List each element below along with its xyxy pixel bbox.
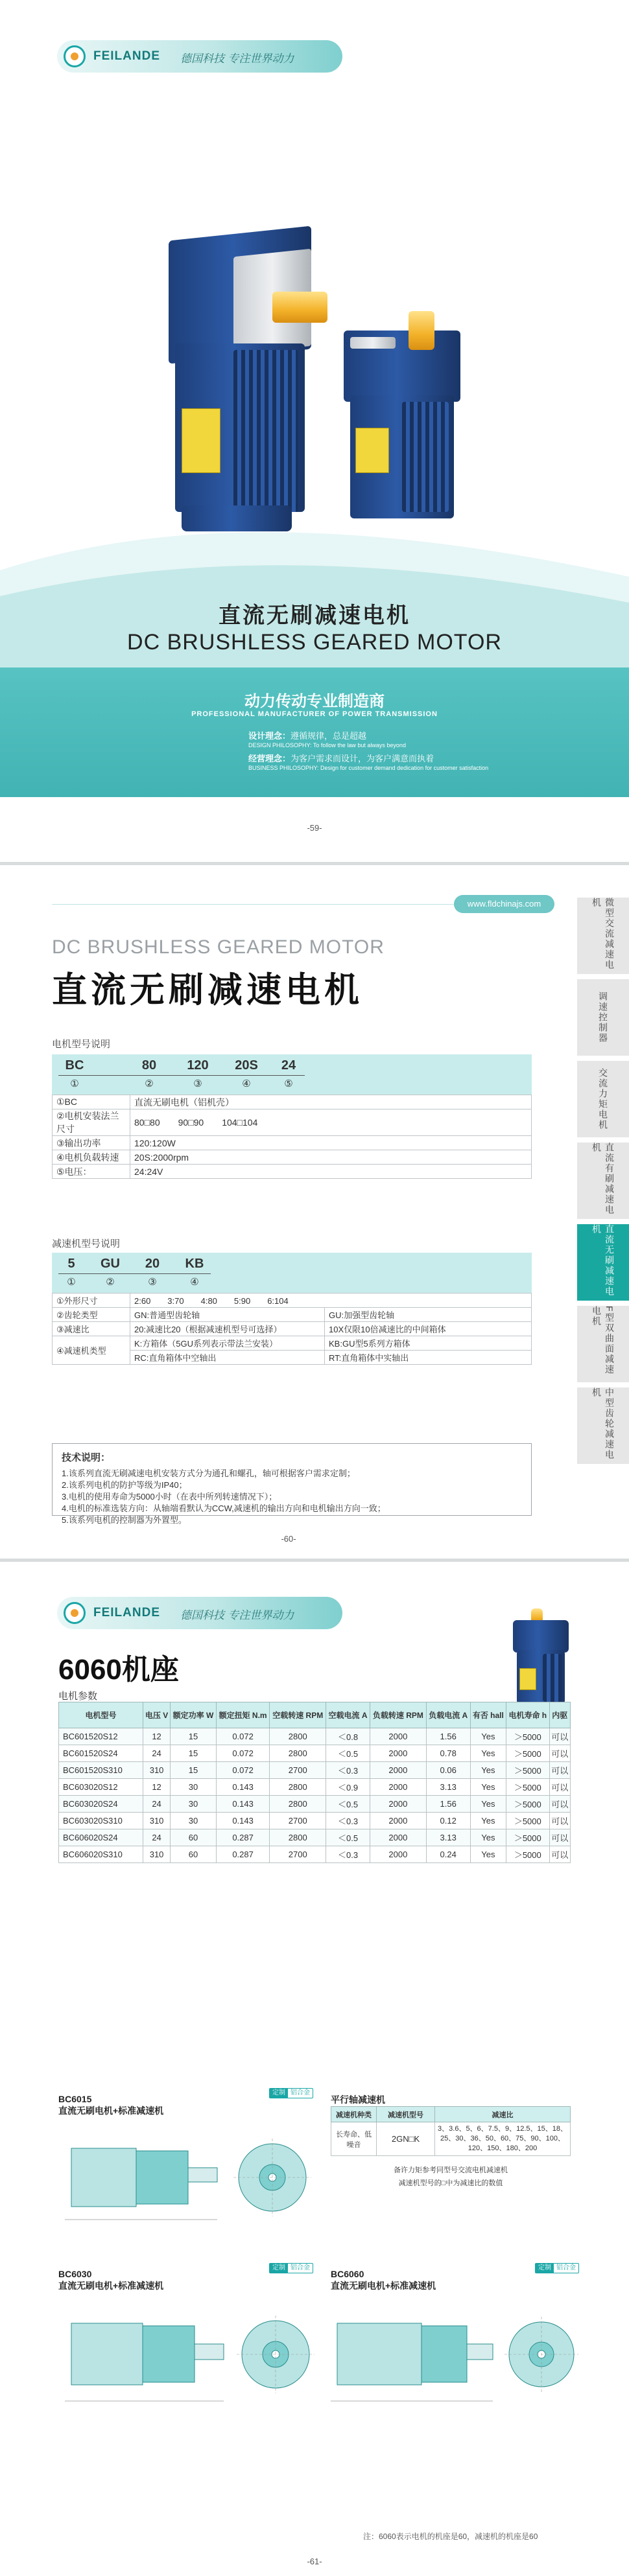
value-cell: 0.143: [216, 1813, 270, 1829]
motor-code-band: [52, 1054, 532, 1095]
table-header-row: 电机型号 电压 V 额定功率 W 额定扭矩 N.m 空载转速 RPM 空载电流 A 负载转速 RPM 负载电流 A 有否 hall 电机寿命 h 内驱: [59, 1702, 571, 1728]
value-cell: 24: [143, 1745, 171, 1762]
table-row: ②电机安装法兰尺寸 80□80 90□90 104□104: [53, 1109, 532, 1136]
value-cell: Yes: [470, 1796, 506, 1813]
value-cell: ＜0.5: [326, 1745, 370, 1762]
value-cell: 60: [171, 1829, 217, 1846]
drawing-1-badge: 定制 铝合金: [269, 2088, 313, 2098]
value-cell: 310: [143, 1762, 171, 1779]
model-cell: BC601520S12: [59, 1728, 143, 1745]
table-header-row: 减速机种类 减速机型号 减速比: [331, 2107, 571, 2122]
gear-code-num-2: ②: [106, 1277, 115, 1288]
value-cell: 可以: [549, 1796, 570, 1813]
value-cell: 0.78: [426, 1745, 470, 1762]
model-cell: BC601520S24: [59, 1745, 143, 1762]
page-number: -60-: [281, 1534, 296, 1544]
value-cell: Yes: [470, 1779, 506, 1796]
table-row: 长寿命、低噪音 2GN□K 3、3.6、5、6、7.5、9、12.5、15、18、25、30、36、50、60、75、90、100、120、150、180、200: [331, 2122, 571, 2156]
drawing-2-model: BC6030: [58, 2269, 92, 2279]
value-cell: ＞5000: [506, 1728, 550, 1745]
ratio-table: [331, 2106, 571, 2156]
drawing-2-desc: 直流无刷电机+标准减速机: [58, 2280, 164, 2291]
value-cell: 60: [171, 1846, 217, 1863]
drawing-3-badge: 定制 铝合金: [535, 2263, 579, 2273]
value-cell: 15: [171, 1745, 217, 1762]
tab-micro-ac[interactable]: 微型交流减速电机: [577, 898, 629, 977]
tech-line: 5.该系列电机的控制器为外置型。: [62, 1515, 187, 1525]
tech-notes: [52, 1443, 532, 1525]
motor-code-5: 24: [281, 1058, 296, 1073]
value-cell: Yes: [470, 1745, 506, 1762]
value-cell: ＞5000: [506, 1846, 550, 1863]
gear-code-1: 5: [67, 1257, 75, 1271]
table-row: ③减速比 20:减速比20（根据减速机型号可选择） 10X仅限10倍减速比的中间箱体: [53, 1322, 532, 1336]
value-cell: ＞5000: [506, 1762, 550, 1779]
cover-title-en: DC BRUSHLESS GEARED MOTOR: [127, 630, 502, 655]
motor-model-table: [52, 1095, 532, 1179]
value-cell: 0.072: [216, 1745, 270, 1762]
value-cell: ＞5000: [506, 1745, 550, 1762]
value-cell: ＜0.5: [326, 1829, 370, 1846]
table-row: ②齿轮类型 GN:普通型齿轮轴 GU:加强型齿轮轴: [53, 1308, 532, 1322]
value-cell: 可以: [549, 1779, 570, 1796]
value-cell: ＞5000: [506, 1813, 550, 1829]
value-cell: 15: [171, 1762, 217, 1779]
design-en: DESIGN PHILOSOPHY: To follow the law but always beyond: [248, 742, 406, 748]
value-cell: 30: [171, 1796, 217, 1813]
ratio-note-1: 备许力矩参考同型号交流电机减速机: [394, 2166, 508, 2174]
value-cell: 24: [143, 1829, 171, 1846]
value-cell: 310: [143, 1813, 171, 1829]
design-label: 设计理念：: [248, 731, 291, 741]
gear-code-num-3: ③: [148, 1277, 157, 1288]
table-row: [59, 1745, 571, 1762]
value-cell: Yes: [470, 1762, 506, 1779]
drawing-3-model: BC6060: [331, 2269, 364, 2279]
value-cell: 可以: [549, 1762, 570, 1779]
model-cell: BC606020S24: [59, 1829, 143, 1846]
value-cell: 15: [171, 1728, 217, 1745]
drawing-1-desc: 直流无刷电机+标准减速机: [58, 2106, 164, 2116]
value-cell: 0.12: [426, 1813, 470, 1829]
value-cell: 0.287: [216, 1829, 270, 1846]
tab-ac-torque[interactable]: 交流力矩电机: [577, 1061, 629, 1140]
gear-code-num-1: ①: [67, 1277, 76, 1288]
value-cell: 可以: [549, 1813, 570, 1829]
model-cell: BC603020S12: [59, 1779, 143, 1796]
model-cell: BC603020S310: [59, 1813, 143, 1829]
value-cell: 1.56: [426, 1796, 470, 1813]
value-cell: 2000: [370, 1779, 427, 1796]
table-row: [59, 1813, 571, 1829]
value-cell: 2000: [370, 1796, 427, 1813]
table-row: [59, 1846, 571, 1863]
motor-code-num-5: ⑤: [284, 1078, 293, 1089]
gear-model-table: [52, 1293, 532, 1365]
drawing-3-title: [331, 2268, 436, 2292]
brand-name: FEILANDE: [93, 49, 160, 63]
value-cell: 可以: [549, 1745, 570, 1762]
value-cell: ＞5000: [506, 1779, 550, 1796]
value-cell: 0.072: [216, 1728, 270, 1745]
brand-header: [57, 40, 342, 73]
drawing-1-title: [58, 2093, 163, 2117]
value-cell: ＜0.3: [326, 1846, 370, 1863]
tech-line: 4.电机的标准选装方向：从轴端看默认为CCW,减速机的输出方向和电机输出方向一致；: [62, 1503, 386, 1513]
gear-code-4: KB: [185, 1257, 204, 1271]
design-philosophy: [248, 729, 406, 748]
value-cell: ＜0.3: [326, 1813, 370, 1829]
table-row: ④减速机类型 K:方箱体（5GU系列表示带法兰安装） KB:GU型5系列方箱体: [53, 1336, 532, 1351]
business-text: 为客户需求而设计，为客户满意而执着: [291, 754, 434, 763]
business-philosophy: [248, 752, 488, 771]
value-cell: 12: [143, 1728, 171, 1745]
table-row: [59, 1728, 571, 1745]
motor-model-label: 电机型号说明: [52, 1039, 111, 1050]
table-row: ⑤电压： 24:24V: [53, 1165, 532, 1179]
table-row: [59, 1796, 571, 1813]
page-title-cn: 直流无刷减速电机: [52, 971, 363, 1010]
business-label: 经营理念：: [248, 754, 291, 763]
value-cell: 2000: [370, 1829, 427, 1846]
category-tabs: [577, 865, 629, 1559]
value-cell: 2000: [370, 1762, 427, 1779]
value-cell: Yes: [470, 1829, 506, 1846]
footnote: 注：6060表示电机的机座是60，减速机的机座是60: [363, 2532, 538, 2541]
motor-spec-table: [58, 1702, 571, 1863]
page-number: -59-: [307, 823, 322, 833]
value-cell: 30: [171, 1813, 217, 1829]
brand-name: FEILANDE: [93, 1606, 160, 1619]
spec-subtitle: 电机参数: [58, 1691, 98, 1702]
value-cell: 12: [143, 1779, 171, 1796]
brand-logo-icon: [64, 1602, 86, 1624]
value-cell: 0.287: [216, 1846, 270, 1863]
table-row: [59, 1779, 571, 1796]
value-cell: 30: [171, 1779, 217, 1796]
value-cell: 2000: [370, 1846, 427, 1863]
gear-code-3: 20: [145, 1257, 160, 1271]
value-cell: 可以: [549, 1728, 570, 1745]
gear-code-num-4: ④: [190, 1277, 199, 1288]
value-cell: 3.13: [426, 1829, 470, 1846]
slogan-main: 动力传动专业制造商: [244, 693, 385, 710]
spec-page: [0, 865, 629, 1559]
url-divider: [52, 904, 454, 905]
model-6060-page: [0, 1562, 629, 2576]
value-cell: 2000: [370, 1728, 427, 1745]
value-cell: ＜0.5: [326, 1796, 370, 1813]
tab-dc-brushless[interactable]: 直流无刷减速电机: [577, 1224, 629, 1303]
value-cell: 3.13: [426, 1779, 470, 1796]
value-cell: ＜0.8: [326, 1728, 370, 1745]
tech-line: 3.电机的使用寿命为5000小时（在表中所列转速情况下）；: [62, 1492, 278, 1502]
value-cell: 0.06: [426, 1762, 470, 1779]
value-cell: 24: [143, 1796, 171, 1813]
value-cell: ＞5000: [506, 1829, 550, 1846]
table-row: [59, 1829, 571, 1846]
value-cell: 0.143: [216, 1796, 270, 1813]
drawing-2-title: [58, 2268, 163, 2292]
value-cell: 0.143: [216, 1779, 270, 1796]
value-cell: ＞5000: [506, 1796, 550, 1813]
value-cell: 0.24: [426, 1846, 470, 1863]
value-cell: 2000: [370, 1745, 427, 1762]
brand-slogan: 德国科技 专注世界动力: [180, 52, 294, 65]
value-cell: 2700: [270, 1846, 326, 1863]
model-cell: BC606020S310: [59, 1846, 143, 1863]
cover-title-cn: 直流无刷减速电机: [219, 603, 410, 628]
page-title: 6060机座: [58, 1654, 179, 1686]
motor-code-num-1: ①: [70, 1078, 79, 1089]
motor-thumbnail: [509, 1608, 574, 1706]
page-title-en: DC BRUSHLESS GEARED MOTOR: [52, 936, 385, 958]
value-cell: Yes: [470, 1813, 506, 1829]
tech-line: 2.该系列电机的防护等级为IP40；: [62, 1480, 187, 1490]
value-cell: 2700: [270, 1813, 326, 1829]
drawing-2: [58, 2297, 318, 2440]
table-row: ①外形尺寸 2:60 3:70 4:80 5:90 6:104: [53, 1294, 532, 1308]
drawing-1: [58, 2122, 318, 2252]
tab-dc-brushed[interactable]: 直流有刷减速电机: [577, 1143, 629, 1222]
value-cell: 2800: [270, 1728, 326, 1745]
value-cell: ＜0.3: [326, 1762, 370, 1779]
value-cell: 310: [143, 1846, 171, 1863]
page-number: -61-: [307, 2557, 322, 2566]
value-cell: ＜0.9: [326, 1779, 370, 1796]
motor-code-2: 80: [141, 1058, 157, 1073]
table-row: [59, 1762, 571, 1779]
slogan-en: PROFESSIONAL MANUFACTURER OF POWER TRANSMISSION: [191, 710, 438, 718]
tech-line: 1.该系列直流无刷减速电机安装方式分为通孔和螺孔，轴可根据客户需求定制；: [62, 1468, 355, 1478]
website-url[interactable]: www.fldchinajs.com: [454, 895, 554, 913]
cover-page: [0, 0, 629, 862]
ratio-note-2: 减速机型号的□中为减速比的数值: [398, 2179, 503, 2187]
value-cell: 0.072: [216, 1762, 270, 1779]
model-cell: BC601520S310: [59, 1762, 143, 1779]
table-row: ③输出功率 120:120W: [53, 1136, 532, 1150]
value-cell: Yes: [470, 1846, 506, 1863]
value-cell: 2800: [270, 1779, 326, 1796]
tab-f-hypoid[interactable]: F型双曲面减速电机: [577, 1306, 629, 1385]
brand-logo-icon: [64, 45, 86, 67]
table-row: RC:直角箱体中空轴出 RT:直角箱体中实轴出: [53, 1351, 532, 1365]
tab-speed-controller[interactable]: 调速控制器: [577, 979, 629, 1058]
table-row: ④电机负载转速 20S:2000rpm: [53, 1150, 532, 1165]
drawing-3-desc: 直流无刷电机+标准减速机: [331, 2280, 436, 2291]
motor-code-4: 20S: [235, 1058, 258, 1073]
value-cell: 2700: [270, 1762, 326, 1779]
value-cell: Yes: [470, 1728, 506, 1745]
value-cell: 2800: [270, 1796, 326, 1813]
model-cell: BC603020S24: [59, 1796, 143, 1813]
motor-code-1: BC: [65, 1058, 84, 1073]
value-cell: 2000: [370, 1813, 427, 1829]
motor-code-num-3: ③: [193, 1078, 202, 1089]
business-en: BUSINESS PHILOSOPHY: Design for customer demand dedication for customer satisfaction: [248, 765, 489, 771]
value-cell: 1.56: [426, 1728, 470, 1745]
tech-title: 技术说明：: [62, 1452, 111, 1463]
value-cell: 可以: [549, 1829, 570, 1846]
drawing-2-badge: 定制 铝合金: [269, 2263, 313, 2273]
drawing-3: [324, 2297, 584, 2440]
value-cell: 可以: [549, 1846, 570, 1863]
gear-model-label: 减速机型号说明: [52, 1238, 121, 1249]
gear-code-band: [52, 1253, 532, 1293]
tab-medium-gear[interactable]: 中型齿轮减速电机: [577, 1387, 629, 1467]
drawing-1-model: BC6015: [58, 2094, 92, 2104]
motor-code-num-4: ④: [242, 1078, 251, 1089]
brand-header: [57, 1597, 342, 1629]
design-text: 遵循规律，总是超越: [291, 731, 367, 741]
ratio-title: 平行轴减速机: [331, 2094, 385, 2105]
gear-code-2: GU: [101, 1257, 120, 1271]
brand-slogan: 德国科技 专注世界动力: [180, 1609, 294, 1622]
motor-code-3: 120: [187, 1058, 209, 1073]
motor-code-num-2: ②: [145, 1078, 154, 1089]
value-cell: 2800: [270, 1829, 326, 1846]
value-cell: 2800: [270, 1745, 326, 1762]
table-row: ①BC 直流无刷电机（铝机壳）: [53, 1095, 532, 1109]
